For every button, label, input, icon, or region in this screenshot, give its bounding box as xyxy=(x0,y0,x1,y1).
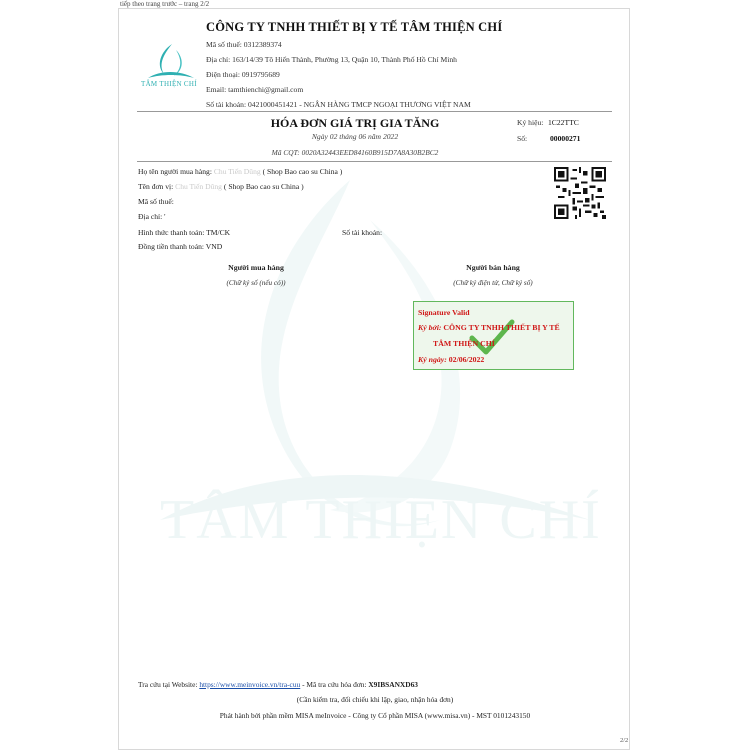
payment-label: Hình thức thanh toán: xyxy=(138,228,205,237)
signed-date-label: Ký ngày: xyxy=(418,355,447,364)
buyer-address-row xyxy=(138,212,166,221)
currency-row xyxy=(138,242,222,251)
buyer-name-shop: ( Shop Bao cao su China ) xyxy=(262,167,343,176)
signed-by-row xyxy=(418,323,560,332)
symbol-label: Ký hiệu: xyxy=(517,118,544,127)
number-label: Số: xyxy=(517,134,528,143)
company-phone: Điện thoại: 0919795689 xyxy=(206,70,280,79)
buyer-address-label: Địa chỉ: xyxy=(138,212,163,221)
symbol-value: 1C22TTC xyxy=(548,118,579,127)
company-tax-code: Mã số thuế: 0312389374 xyxy=(206,40,282,49)
signed-by-company-line2: TÂM THIỆN CHÍ xyxy=(433,339,495,348)
seller-sign-title: Người bán hàng xyxy=(466,263,520,272)
buyer-account-label: Số tài khoản: xyxy=(342,228,383,237)
signed-date-row xyxy=(418,355,484,364)
buyer-unit-value: Chu Tiến Dũng xyxy=(175,182,222,191)
signed-by-label: Ký bởi: xyxy=(418,323,442,332)
buyer-name-value: Chu Tiến Dũng xyxy=(213,167,261,176)
page-number: 2/2 xyxy=(620,737,629,744)
invoice-date: Ngày 02 tháng 06 năm 2022 xyxy=(311,132,399,141)
currency-label: Đồng tiền thanh toán: xyxy=(138,242,205,251)
buyer-tax-label: Mã số thuế: xyxy=(138,197,174,206)
buyer-sign-note: (Chữ ký số (nếu có)) xyxy=(226,279,286,287)
buyer-unit-shop: ( Shop Bao cao su China ) xyxy=(223,182,304,191)
buyer-address-value: ' xyxy=(164,212,166,221)
lookup-link[interactable]: https://www.meinvoice.vn/tra-cuu xyxy=(199,680,301,689)
seller-sign-note: (Chữ ký điện tử, Chữ ký số) xyxy=(453,279,533,287)
buyer-name-label: Họ tên người mua hàng: xyxy=(138,167,212,176)
company-address: Địa chỉ: 163/14/39 Tô Hiến Thành, Phường 13, Quận 10, Thành Phố Hồ Chí Minh xyxy=(206,55,457,64)
lookup-mid: - Mã tra cứu hóa đơn: xyxy=(302,680,367,689)
watermark-text: TÂM THIỆN CHÍ xyxy=(160,489,602,551)
payment-value: TM/CK xyxy=(206,228,231,237)
signed-date-value: 02/06/2022 xyxy=(448,355,485,364)
payment-row xyxy=(138,228,230,237)
number-value: 00000271 xyxy=(550,134,581,143)
lookup-row xyxy=(138,680,418,689)
signature-valid: Signature Valid xyxy=(418,308,470,317)
buyer-name-row xyxy=(138,167,342,176)
buyer-unit-row xyxy=(138,182,304,191)
footer-note: (Cần kiểm tra, đối chiếu khi lập, giao, nhận hóa đơn) xyxy=(296,695,454,704)
divider xyxy=(137,161,612,162)
signed-by-company: CÔNG TY TNHH THIẾT BỊ Y TẾ xyxy=(443,323,560,332)
company-email: Email: tamthienchi@gmail.com xyxy=(206,85,304,94)
qr-code xyxy=(554,167,606,219)
buyer-sign-title: Người mua hàng xyxy=(228,263,284,272)
lookup-code: X9IBSANXD63 xyxy=(368,680,419,689)
buyer-unit-label: Tên đơn vị: xyxy=(138,182,174,191)
company-account: Số tài khoản: 0421000451421 - NGÂN HÀNG TMCP NGOẠI THƯƠNG VIỆT NAM xyxy=(206,100,471,109)
footer-issuer: Phát hành bởi phần mềm MISA meInvoice - Công ty Cổ phần MISA (www.misa.vn) - MST 0101243150 xyxy=(219,711,531,720)
invoice-cqt-code: Mã CQT: 0020A32443EED84160B915D7A8A30B2BC2 xyxy=(271,148,439,157)
invoice-title: HÓA ĐƠN GIÁ TRỊ GIA TĂNG xyxy=(270,116,440,130)
currency-value: VND xyxy=(205,242,223,251)
divider xyxy=(137,111,612,112)
page-header-note: tiếp theo trang trước – trang 2/2 xyxy=(120,0,210,8)
company-name: CÔNG TY TNHH THIẾT BỊ Y TẾ TÂM THIỆN CHÍ xyxy=(206,20,503,34)
lookup-prefix: Tra cứu tại Website: xyxy=(138,680,198,689)
logo-text: TÂM THIỆN CHÍ xyxy=(141,80,197,88)
